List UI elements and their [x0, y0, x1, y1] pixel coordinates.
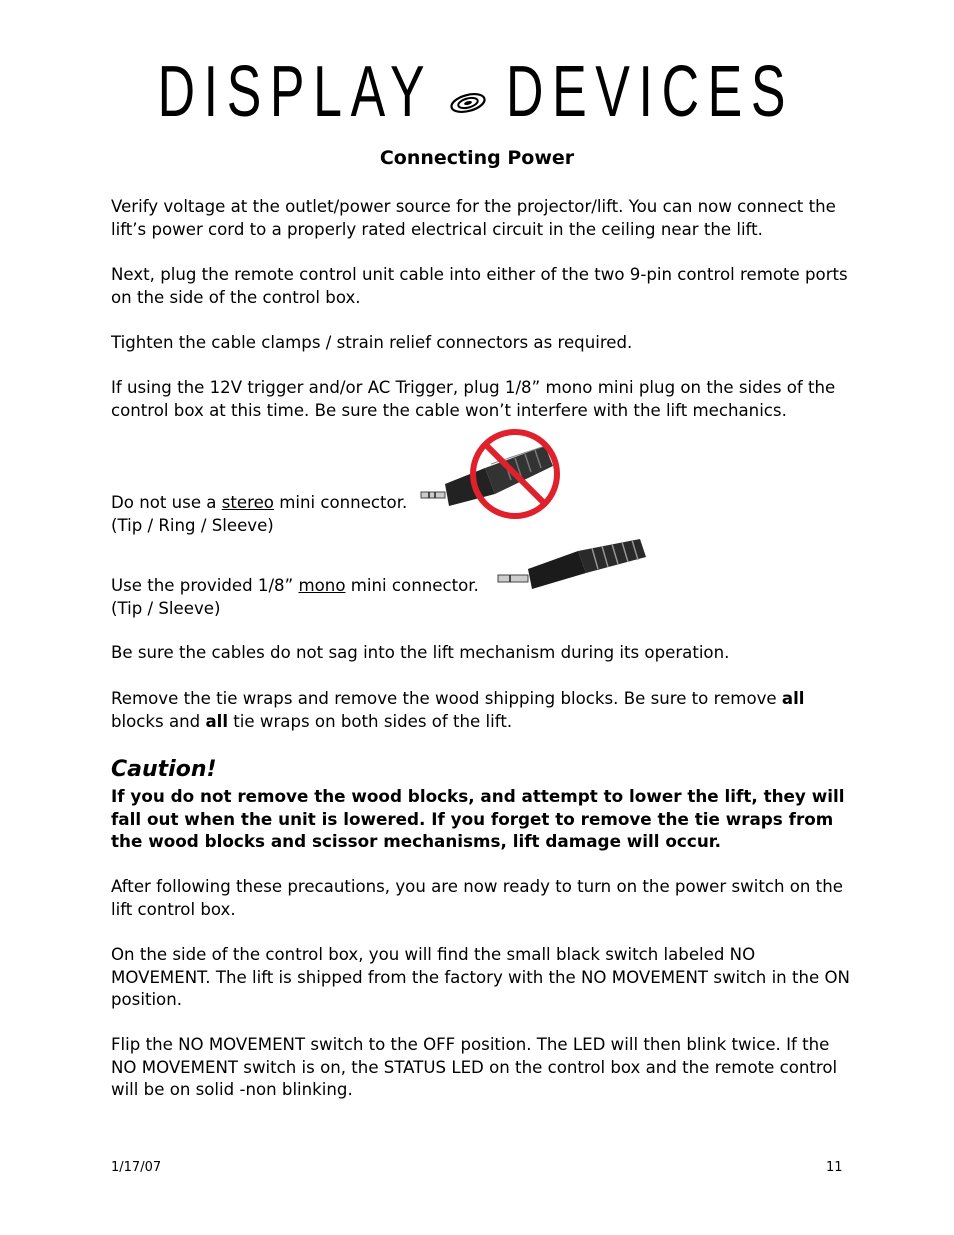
remove-blocks-all-2: all: [205, 711, 229, 731]
stereo-instruction: [111, 492, 431, 537]
page-number: 11: [826, 1160, 843, 1175]
mono-prefix: Use the provided 1/8”: [111, 576, 299, 595]
paragraph-no-movement-switch: On the side of the control box, you will find the small black switch labeled NO MOVEMENT. The lift is shipped from the factory with the NO MOVEMENT switch in the ON position.: [111, 945, 850, 1009]
mono-word: mono: [298, 576, 346, 595]
footer-date: 1/17/07: [111, 1160, 162, 1175]
paragraph-remote-cable: Next, plug the remote control unit cable into either of the two 9-pin control remote ports on the side of the control box.: [111, 265, 848, 307]
stereo-plug-prohibited-icon: [415, 428, 565, 524]
remove-blocks-all-1: all: [781, 689, 805, 708]
remove-blocks-e: tie wraps on both sides of the lift.: [228, 711, 513, 731]
paragraph-verify-voltage: Verify voltage at the outlet/power source for the projector/lift. You can now connect the lift’s power cord to a properly rated electrical circuit in the ceiling near the lift.: [111, 197, 836, 239]
mono-suffix: mini connector.: [345, 576, 479, 595]
stereo-prefix: Do not use a: [111, 493, 222, 512]
mono-sub: (Tip / Sleeve): [111, 598, 221, 618]
paragraph-trigger: If using the 12V trigger and/or AC Trigger, plug 1/8” mono mini plug on the sides of the control box at this time. Be sure the cable won’t interfere with the lift mechanics.: [111, 378, 836, 420]
paragraph-cable-clamps: Tighten the cable clamps / strain relief connectors as required.: [111, 333, 633, 352]
stereo-suffix: mini connector.: [273, 493, 408, 512]
swirl-logo-icon: [446, 87, 490, 117]
paragraph-flip-switch: Flip the NO MOVEMENT switch to the OFF position. The LED will then blink twice. If the NO MOVEMENT switch is on, the STATUS LED on the control box and the remote control will be on solid -non blinking.: [111, 1035, 838, 1099]
brand-logo: [0, 52, 954, 132]
caution-text: If you do not remove the wood blocks, and attempt to lower the lift, they will fall out when the unit is lowered. If you forget to remove the tie wraps from the wood blocks and scissor mechanisms, lift damage will occur.: [111, 786, 845, 851]
mono-instruction: [111, 575, 491, 620]
remove-blocks-a: Remove the tie wraps and remove the wood shipping blocks. Be sure to remove: [111, 689, 782, 708]
paragraph-precautions: After following these precautions, you are now ready to turn on the power switch on the lift control box.: [111, 877, 843, 919]
remove-blocks-c: blocks and: [111, 711, 206, 731]
caution-heading: Caution!: [111, 757, 217, 782]
paragraph-remove-blocks: [111, 688, 851, 733]
brand-name-right: DEVICES: [506, 52, 795, 132]
page-title: Connecting Power: [379, 147, 575, 169]
brand-name-left: DISPLAY: [157, 52, 433, 132]
stereo-word: stereo: [221, 493, 274, 512]
stereo-sub: (Tip / Ring / Sleeve): [111, 515, 274, 535]
paragraph-cable-sag: Be sure the cables do not sag into the lift mechanism during its operation.: [111, 643, 730, 662]
mono-plug-icon: [494, 535, 649, 601]
